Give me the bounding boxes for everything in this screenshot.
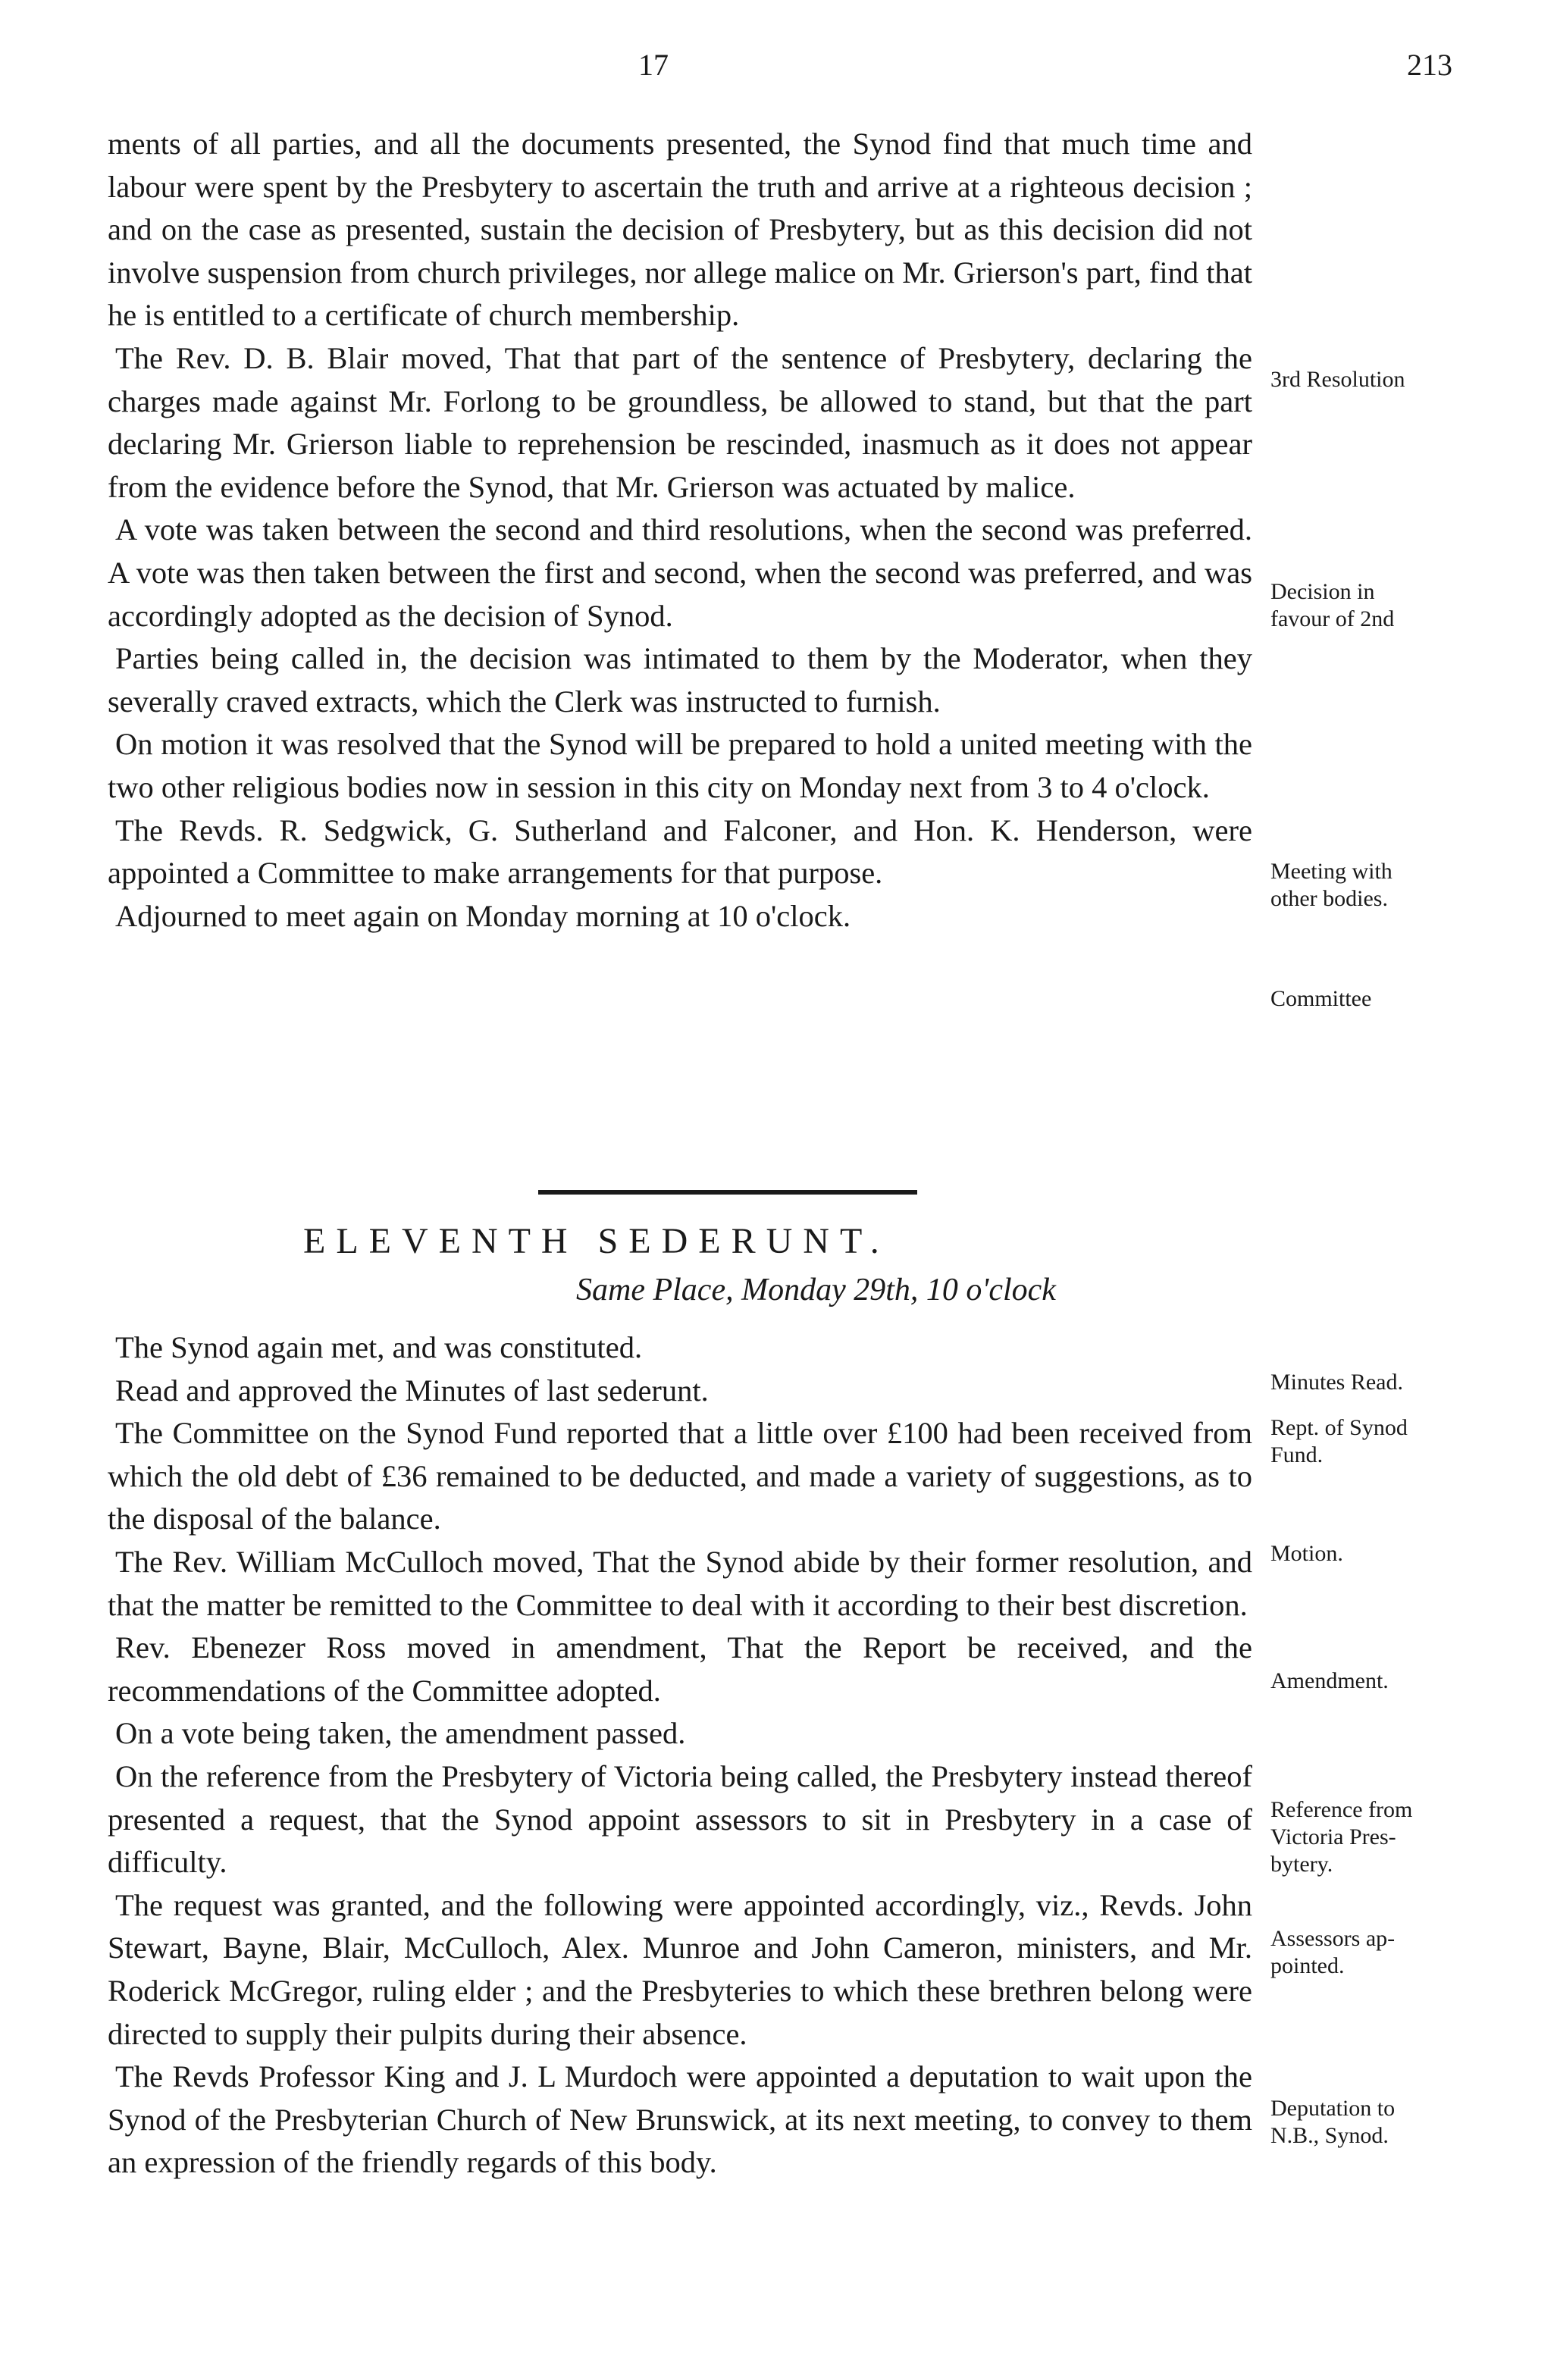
margin-note: Motion. [1270,1541,1343,1566]
paragraph: A vote was taken between the second and third resolutions, when the second was preferred. A vote was then taken between the first and second, when the second was preferred, and was accordingly adopted as the decision of Synod. [108,512,1252,633]
margin-note: Meeting with other bodies. [1270,859,1393,911]
page-number-right: 213 [1407,48,1452,82]
margin-note: 3rd Resolution [1270,367,1405,392]
paragraph: The Committee on the Synod Fund reported that a little over £100 had been received from which the old debt of £36 remained to be deducted, and made a variety of suggestions, as to the disposal of the balance. [108,1416,1252,1536]
margin-note: Deputation to N.B., Synod. [1270,2096,1396,2148]
page-number-left: 17 [638,48,669,82]
paragraph: On a vote being taken, the amendment passed. [115,1716,686,1751]
paragraph: The Rev. William McCulloch moved, That the Synod abide by their former resolution, and that the matter be remitted to the Committee to deal with it according to their best discretion. [108,1544,1252,1622]
paragraph: The Revds Professor King and J. L Murdoch were appointed a deputation to wait upon the Synod of the Presbyterian Church of New Brunswick, at its next meeting, to convey to them an expression of the friendly regards of this body. [108,2059,1252,2180]
margin-note: Rept. of Synod Fund. [1270,1415,1408,1467]
section-dateline: Same Place, Monday 29th, 10 o'clock [576,1273,1056,1307]
margin-note: Decision in favour of 2nd [1270,579,1395,631]
margin-note: Assessors ap- pointed. [1270,1926,1396,1978]
paragraph: The Synod again met, and was constituted. [115,1330,643,1364]
section-heading: ELEVENTH SEDERUNT. [303,1221,890,1261]
minutes-text-lower [108,1326,1252,2184]
paragraph: Read and approved the Minutes of last sederunt. [115,1373,709,1408]
paragraph: Parties being called in, the decision was intimated to them by the Moderator, when they severally craved extracts, which the Clerk was instructed to furnish. [108,641,1252,719]
paragraph: The Rev. D. B. Blair moved, That that part of the sentence of Presbytery, declaring the charges made against Mr. Forlong to be groundless, be allowed to stand, but that the part declaring Mr. Grierson liable to reprehension be rescinded, inasmuch as it does not appear from the evidence before the Synod, that Mr. Grierson was actuated by malice. [108,340,1252,504]
paragraph: Adjourned to meet again on Monday morning at 10 o'clock. [115,898,851,933]
paragraph: On the reference from the Presbytery of Victoria being called, the Presbytery instead thereof presented a request, that the Synod appoint assessors to sit in Presbytery in a case of difficulty. [108,1758,1252,1880]
margin-note: Reference from Victoria Pres- bytery. [1270,1797,1413,1877]
paragraph: Rev. Ebenezer Ross moved in amendment, That the Report be received, and the recommendations of the Committee adopted. [108,1630,1252,1708]
minutes-text-upper [108,123,1252,938]
paragraph: On motion it was resolved that the Synod will be prepared to hold a united meeting with the two other religious bodies now in session in this city on Monday next from 3 to 4 o'clock. [108,727,1252,804]
section-divider [538,1190,917,1195]
margin-note: Committee [1270,986,1372,1011]
paragraph: The request was granted, and the following were appointed accordingly, viz., Revds. John Stewart, Bayne, Blair, McCulloch, Alex. Munroe and John Cameron, ministers, and Mr. Roderick McGregor, ruling elder ; and the Presbyteries to which these brethren belong were directed to supply their pulpits during their absence. [108,1887,1252,2051]
paragraph: The Revds. R. Sedgwick, G. Sutherland and Falconer, and Hon. K. Henderson, were appointed a Committee to make arrangements for that purpose. [108,813,1252,891]
margin-note: Minutes Read. [1270,1370,1403,1395]
margin-note: Amendment. [1270,1668,1389,1693]
paragraph: ments of all parties, and all the documents presented, the Synod find that much time and labour were spent by the Presbytery to ascertain the truth and arrive at a righteous decision ; and on the case as presented, sustain the decision of Presbytery, but as this decision did not involve suspension from church privileges, nor allege malice on Mr. Grierson's part, find that he is entitled to a certificate of church membership. [108,127,1252,333]
